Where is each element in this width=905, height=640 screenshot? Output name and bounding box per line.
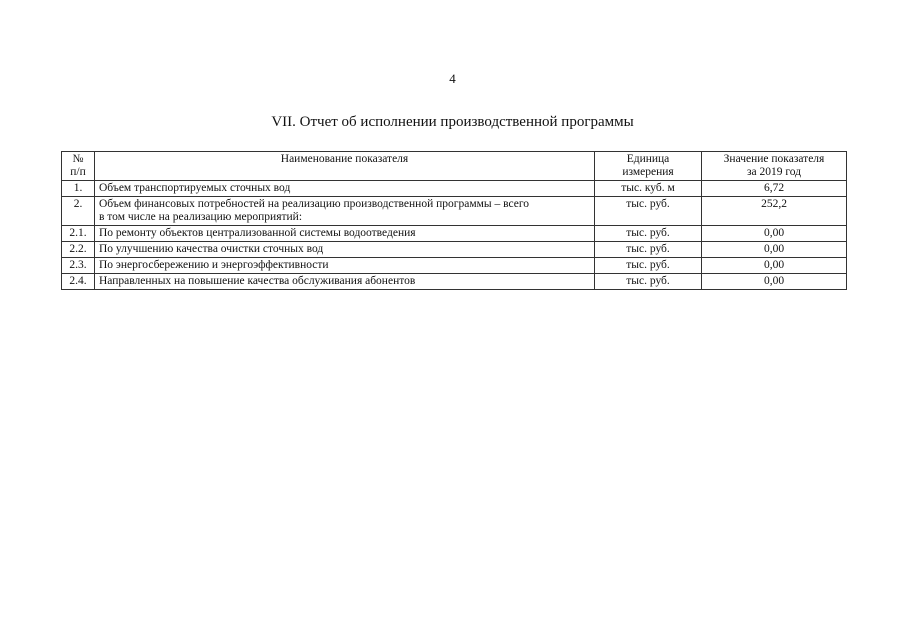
row-num: 2.2. bbox=[62, 242, 95, 258]
row-value: 0,00 bbox=[702, 226, 847, 242]
header-unit bbox=[595, 152, 702, 181]
row-unit: тыс. руб. bbox=[595, 274, 702, 290]
table-row bbox=[62, 181, 847, 197]
header-num-line1: № bbox=[72, 153, 84, 165]
row-name: По энергосбережению и энергоэффективности bbox=[95, 258, 595, 274]
row-name-line2: в том числе на реализацию мероприятий: bbox=[99, 211, 303, 223]
row-name: Направленных на повышение качества обслуживания абонентов bbox=[95, 274, 595, 290]
header-num bbox=[62, 152, 95, 181]
header-value-line1: Значение показателя bbox=[723, 153, 825, 165]
program-report-table bbox=[61, 151, 847, 290]
row-name bbox=[95, 197, 595, 226]
row-name: По улучшению качества очистки сточных вод bbox=[95, 242, 595, 258]
row-name-line1: Объем финансовых потребностей на реализацию производственной программы – всего bbox=[99, 198, 530, 210]
row-num: 2.1. bbox=[62, 226, 95, 242]
row-value: 0,00 bbox=[702, 274, 847, 290]
header-value bbox=[702, 152, 847, 181]
row-unit: тыс. руб. bbox=[595, 258, 702, 274]
row-name: Объем транспортируемых сточных вод bbox=[95, 181, 595, 197]
row-unit: тыс. куб. м bbox=[595, 181, 702, 197]
row-value: 0,00 bbox=[702, 258, 847, 274]
header-unit-line2: измерения bbox=[622, 166, 674, 178]
header-value-line2: за 2019 год bbox=[746, 166, 802, 178]
row-num: 2.3. bbox=[62, 258, 95, 274]
table-row bbox=[62, 242, 847, 258]
row-value: 6,72 bbox=[702, 181, 847, 197]
table-row bbox=[62, 226, 847, 242]
row-num: 2.4. bbox=[62, 274, 95, 290]
section-title: VII. Отчет об исполнении производственной программы bbox=[271, 114, 634, 130]
row-unit: тыс. руб. bbox=[595, 197, 702, 226]
row-value: 252,2 bbox=[702, 197, 847, 226]
row-value: 0,00 bbox=[702, 242, 847, 258]
table-row bbox=[62, 258, 847, 274]
table-row bbox=[62, 197, 847, 226]
row-name: По ремонту объектов централизованной системы водоотведения bbox=[95, 226, 595, 242]
table-header-row bbox=[62, 152, 847, 181]
row-num: 1. bbox=[62, 181, 95, 197]
header-num-line2: п/п bbox=[70, 166, 86, 178]
table-row bbox=[62, 274, 847, 290]
row-unit: тыс. руб. bbox=[595, 226, 702, 242]
header-name: Наименование показателя bbox=[95, 152, 595, 181]
row-num: 2. bbox=[62, 197, 95, 226]
header-unit-line1: Единица bbox=[626, 153, 670, 165]
page-number: 4 bbox=[449, 71, 456, 86]
row-unit: тыс. руб. bbox=[595, 242, 702, 258]
